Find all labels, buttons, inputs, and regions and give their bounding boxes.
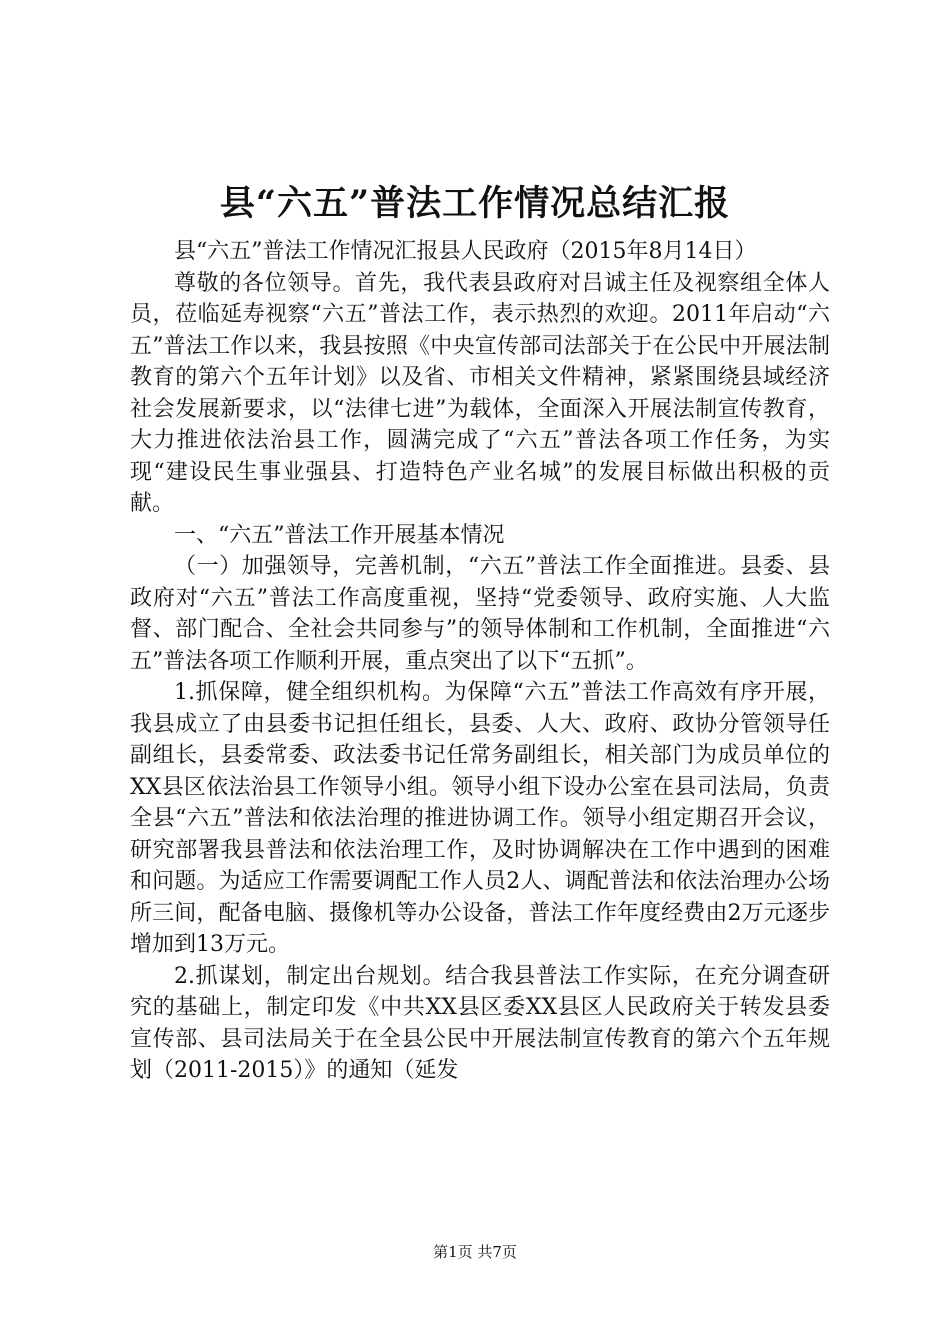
document-body [130,236,830,1087]
paragraph-item-2: 2.抓谋划，制定出台规划。结合我县普法工作实际，在充分调查研究的基础上，制定印发《中共XX县区委XX县区人民政府关于转发县委宣传部、县司法局关于在全县公民中开展法制宣传教育的第六个五年规划（2011-2015）》的通知（延发 [130,963,830,1083]
paragraph-item-1: 1.抓保障，健全组织机构。为保障“六五”普法工作高效有序开展，我县成立了由县委书记担任组长，县委、人大、政府、政协分管领导任副组长，县委常委、政法委书记任常务副组长，相关部门为成员单位的XX县区依法治县工作领导小组。领导小组下设办公室在县司法局，负责全县“六五”普法和依法治理的推进协调工作。领导小组定期召开会议，研究部署我县普法和依法治理工作，及时协调解决在工作中遇到的困难和问题。为适应工作需要调配工作人员2人、调配普法和依法治理办公场所三间，配备电脑、摄像机等办公设备，普法工作年度经费由2万元逐步增加到13万元。 [130,680,830,957]
paragraph-subsection-1: （一）加强领导，完善机制，“六五”普法工作全面推进。县委、县政府对“六五”普法工作高度重视，坚持“党委领导、政府实施、人大监督、部门配合、全社会共同参与”的领导体制和工作机制，全面推进“六五”普法各项工作顺利开展，重点突出了以下“五抓”。 [130,554,830,674]
page-number-footer: 第1页 共7页 [433,1243,517,1261]
paragraph-greeting: 尊敬的各位领导。首先，我代表县政府对吕诚主任及视察组全体人员，莅临延寿视察“六五”普法工作，表示热烈的欢迎。2011年启动“六五”普法工作以来，我县按照《中央宣传部司法部关于在公民中开展法制教育的第六个五年计划》以及省、市相关文件精神，紧紧围绕县域经济社会发展新要求，以“法律七进”为载体，全面深入开展法制宣传教育，大力推进依法治县工作，圆满完成了“六五”普法各项工作任务，为实现“建设民生事业强县、打造特色产业名城”的发展目标做出积极的贡献。 [130,270,830,516]
document-title: 县“六五”普法工作情况总结汇报 [219,183,731,224]
paragraph-intro: 县“六五”普法工作情况汇报县人民政府（2015年8月14日） [174,239,757,264]
section-heading-1: 一、“六五”普法工作开展基本情况 [174,522,505,548]
